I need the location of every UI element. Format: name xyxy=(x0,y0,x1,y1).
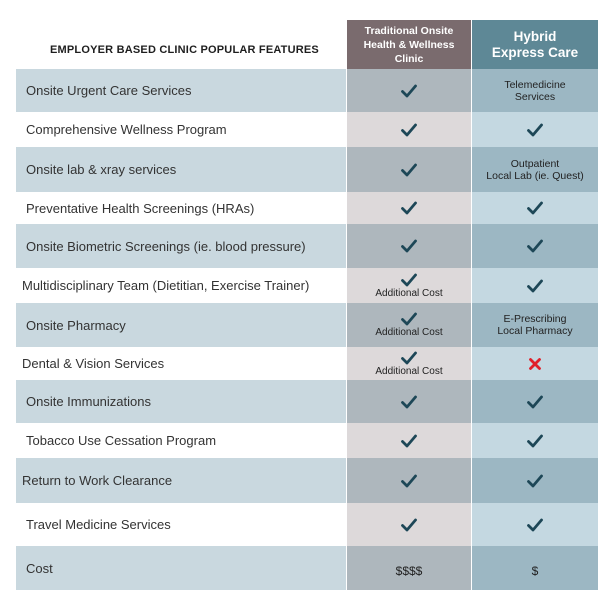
hybrid-cell xyxy=(472,303,598,347)
cost-value: $$$$ xyxy=(395,564,423,578)
feature-label: Onsite Pharmacy xyxy=(16,303,346,347)
checkmark-icon xyxy=(527,434,543,448)
cost-value: $ xyxy=(531,564,539,578)
traditional-cell xyxy=(347,192,471,224)
feature-label: Onsite Urgent Care Services xyxy=(16,69,346,112)
checkmark-icon xyxy=(527,201,543,215)
traditional-cell xyxy=(347,380,471,423)
checkmark-icon xyxy=(527,518,543,532)
checkmark-icon xyxy=(401,84,417,98)
hybrid-cell xyxy=(472,224,598,268)
additional-cost-note: Additional Cost xyxy=(375,287,443,299)
hybrid-cell xyxy=(472,423,598,458)
checkmark-icon xyxy=(401,312,417,326)
checkmark-icon xyxy=(401,474,417,488)
additional-cost-note: Additional Cost xyxy=(375,365,443,377)
hybrid-cell xyxy=(472,347,598,380)
hybrid-cell xyxy=(472,147,598,192)
checkmark-icon xyxy=(527,395,543,409)
feature-label: Travel Medicine Services xyxy=(26,517,171,532)
hybrid-cell xyxy=(472,192,598,224)
checkmark-icon xyxy=(401,123,417,137)
traditional-cell xyxy=(347,268,471,303)
traditional-cell xyxy=(347,147,471,192)
hybrid-cell xyxy=(472,268,598,303)
checkmark-icon xyxy=(401,273,417,287)
feature-label: Comprehensive Wellness Program xyxy=(26,122,227,137)
hybrid-cell xyxy=(472,112,598,147)
feature-label: Cost xyxy=(16,546,346,590)
checkmark-icon xyxy=(401,163,417,177)
hybrid-cell xyxy=(472,546,598,590)
feature-label: Onsite Immunizations xyxy=(16,380,346,423)
checkmark-icon xyxy=(401,395,417,409)
traditional-cell xyxy=(347,546,471,590)
cross-icon xyxy=(528,357,542,371)
column-header-traditional xyxy=(347,20,471,69)
traditional-cell xyxy=(347,112,471,147)
feature-label: Dental & Vision Services xyxy=(22,356,165,371)
checkmark-icon xyxy=(527,123,543,137)
checkmark-icon xyxy=(401,201,417,215)
checkmark-icon xyxy=(527,279,543,293)
checkmark-icon xyxy=(401,518,417,532)
hybrid-cell xyxy=(472,380,598,423)
additional-cost-note: Additional Cost xyxy=(375,327,443,338)
traditional-cell xyxy=(347,69,471,112)
hybrid-alternative-text: E-Prescribing Local Pharmacy xyxy=(497,313,573,337)
traditional-cell xyxy=(347,347,471,380)
hybrid-cell xyxy=(472,458,598,503)
traditional-cell xyxy=(347,458,471,503)
column-header-hybrid-label: Hybrid Express Care xyxy=(491,28,579,60)
checkmark-icon xyxy=(401,351,417,365)
hybrid-cell xyxy=(472,69,598,112)
checkmark-icon xyxy=(527,239,543,253)
feature-label: Return to Work Clearance xyxy=(16,458,346,503)
feature-label: Onsite lab & xray services xyxy=(16,147,346,192)
traditional-cell xyxy=(347,423,471,458)
column-header-traditional-label: Traditional Onsite Health & Wellness Clinic xyxy=(363,24,455,65)
traditional-cell xyxy=(347,503,471,546)
checkmark-icon xyxy=(401,239,417,253)
hybrid-cell xyxy=(472,503,598,546)
table-title: EMPLOYER BASED CLINIC POPULAR FEATURES xyxy=(50,44,319,56)
hybrid-alternative-text: Telemedicine Services xyxy=(504,78,566,103)
traditional-cell xyxy=(347,224,471,268)
feature-label: Multidisciplinary Team (Dietitian, Exercise Trainer) xyxy=(22,278,310,293)
feature-label: Onsite Biometric Screenings (ie. blood pressure) xyxy=(16,224,346,268)
traditional-cell xyxy=(347,303,471,347)
checkmark-icon xyxy=(401,434,417,448)
column-header-hybrid xyxy=(472,20,598,69)
feature-label: Preventative Health Screenings (HRAs) xyxy=(26,200,255,216)
hybrid-alternative-text: Outpatient Local Lab (ie. Quest) xyxy=(486,157,584,182)
feature-label: Tobacco Use Cessation Program xyxy=(26,433,217,448)
checkmark-icon xyxy=(527,474,543,488)
